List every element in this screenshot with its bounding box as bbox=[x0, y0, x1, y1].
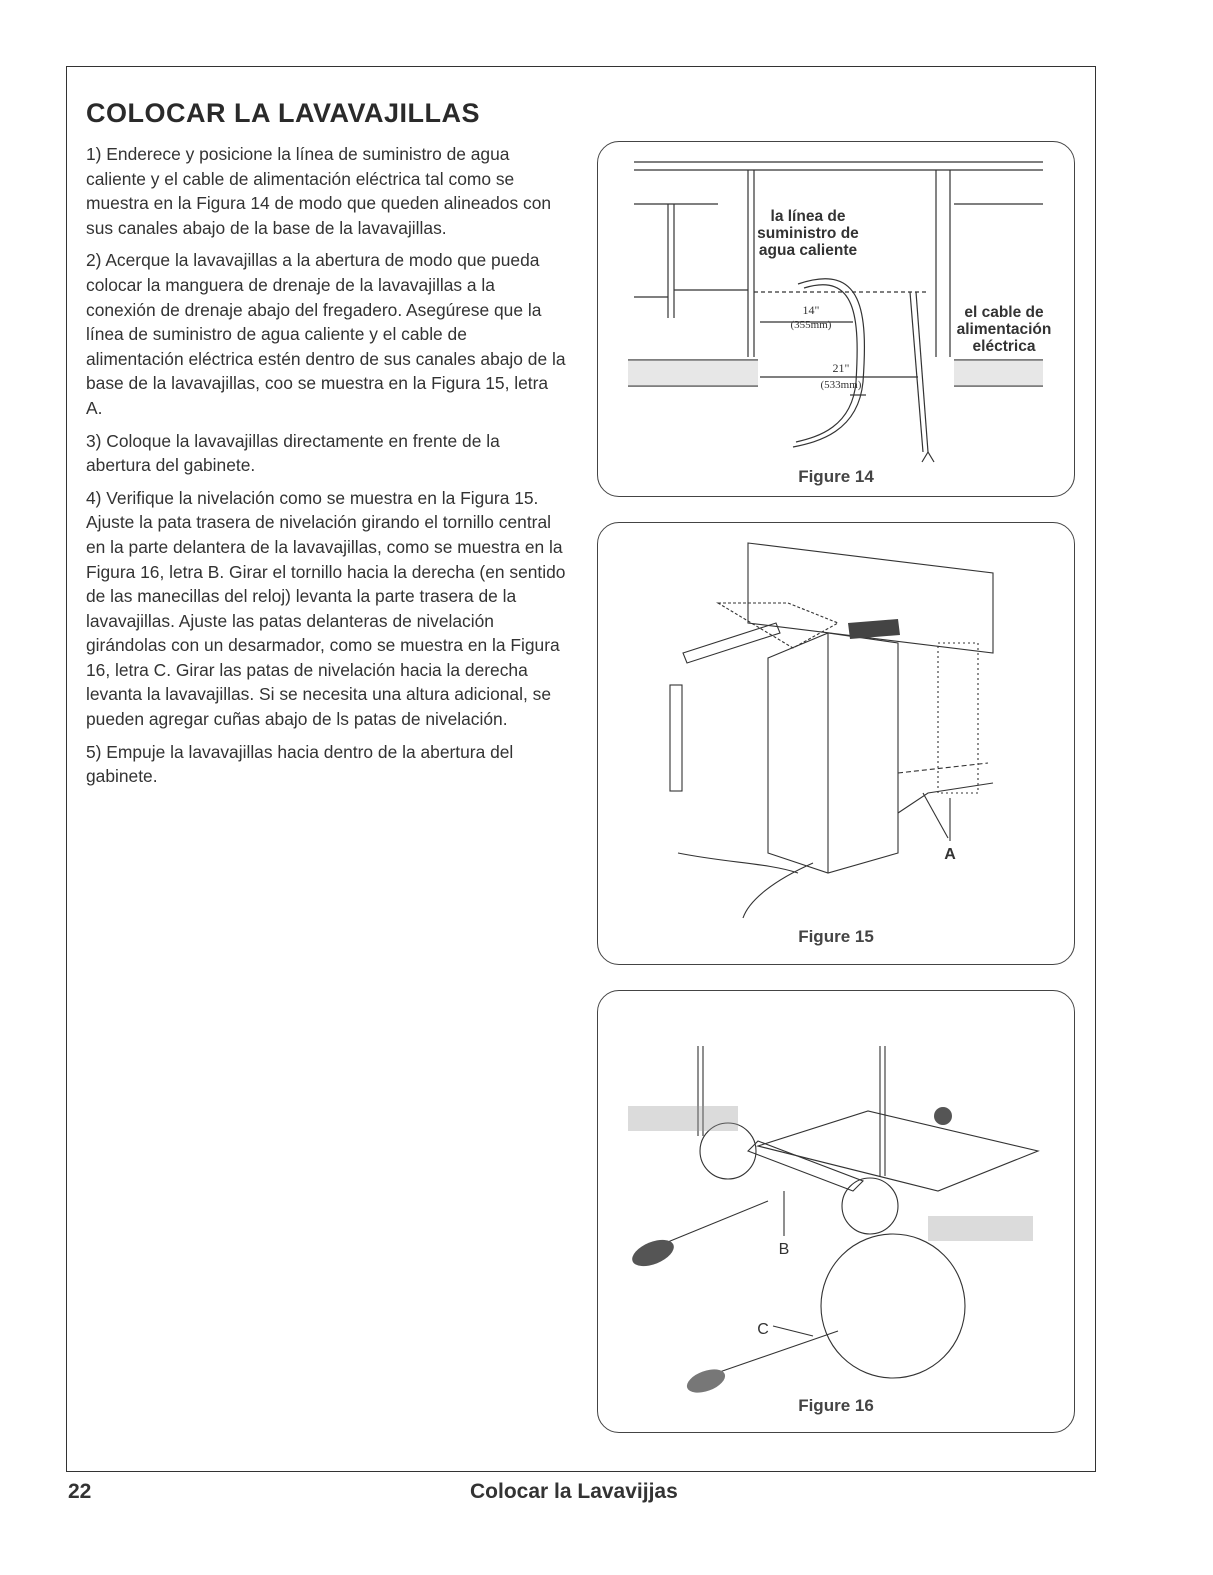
label-hot-water-line: la línea de suministro de agua caliente bbox=[757, 208, 859, 259]
figure-15-drawing bbox=[598, 523, 1076, 966]
instruction-steps bbox=[86, 142, 566, 797]
letter-c: C bbox=[757, 1321, 769, 1338]
dim-14-inch: 14" bbox=[802, 303, 820, 317]
letter-b: B bbox=[778, 1241, 790, 1258]
footer-section-title: Colocar la Lavavijjas bbox=[470, 1480, 678, 1503]
step-1: 1) Enderece y posicione la línea de suministro de agua caliente y el cable de alimentación eléctrica tal como se muestra en la Figura 14 de modo que queden alineados con sus canales abajo de la base de la lavavajillas. bbox=[86, 144, 552, 238]
label-power-cable: el cable de alimentación eléctrica bbox=[956, 304, 1052, 355]
figure-16-caption: Figure 16 bbox=[798, 1396, 874, 1415]
page-title: COLOCAR LA LAVAVAJILLAS bbox=[86, 98, 480, 128]
step-4: 4) Verifique la nivelación como se muestra en la Figura 15. Ajuste la pata trasera de nivelación girando el tornillo central en la parte delantera de la lavavajillas, como se muestra en la Figura 16, letra B. Girar el tornillo hacia la derecha (en sentido de las manecillas del reloj) levanta la parte trasera de la lavavajillas. Ajuste las patas delanteras de nivelación girándolas con un desarmador, como se muestra en la Figura 16, letra C. Girar las patas de nivelación hacia la derecha levanta la lavavajillas. Si se necesita una altura adicional, se pueden agregar cuñas abajo de ls patas de nivelación. bbox=[86, 487, 566, 730]
figure-16-drawing bbox=[598, 991, 1076, 1434]
figure-16 bbox=[597, 990, 1075, 1433]
figure-15-caption: Figure 15 bbox=[798, 927, 874, 946]
dim-21-inch: 21" bbox=[832, 361, 850, 375]
step-3: 3) Coloque la lavavajillas directamente en frente de la abertura del gabinete. bbox=[86, 430, 500, 476]
dim-355mm: (355mm) bbox=[790, 319, 832, 331]
letter-a: A bbox=[944, 846, 956, 863]
figure-15 bbox=[597, 522, 1075, 965]
page-number: 22 bbox=[68, 1480, 92, 1503]
figure-14-caption: Figure 14 bbox=[798, 467, 874, 486]
step-5: 5) Empuje la lavavajillas hacia dentro de la abertura del gabinete. bbox=[86, 741, 514, 787]
figure-14 bbox=[597, 141, 1075, 497]
dim-533mm: (533mm) bbox=[820, 379, 862, 391]
step-2: 2) Acerque la lavavajillas a la abertura de modo que pueda colocar la manguera de drenaje de la lavavajillas a la conexión de drenaje abajo del fregadero. Asegúrese que la línea de suministro de agua caliente y el cable de alimentación eléctrica estén dentro de sus canales abajo de la base de la lavavajillas, coo se muestra en la Figura 15, letra A. bbox=[86, 250, 566, 418]
